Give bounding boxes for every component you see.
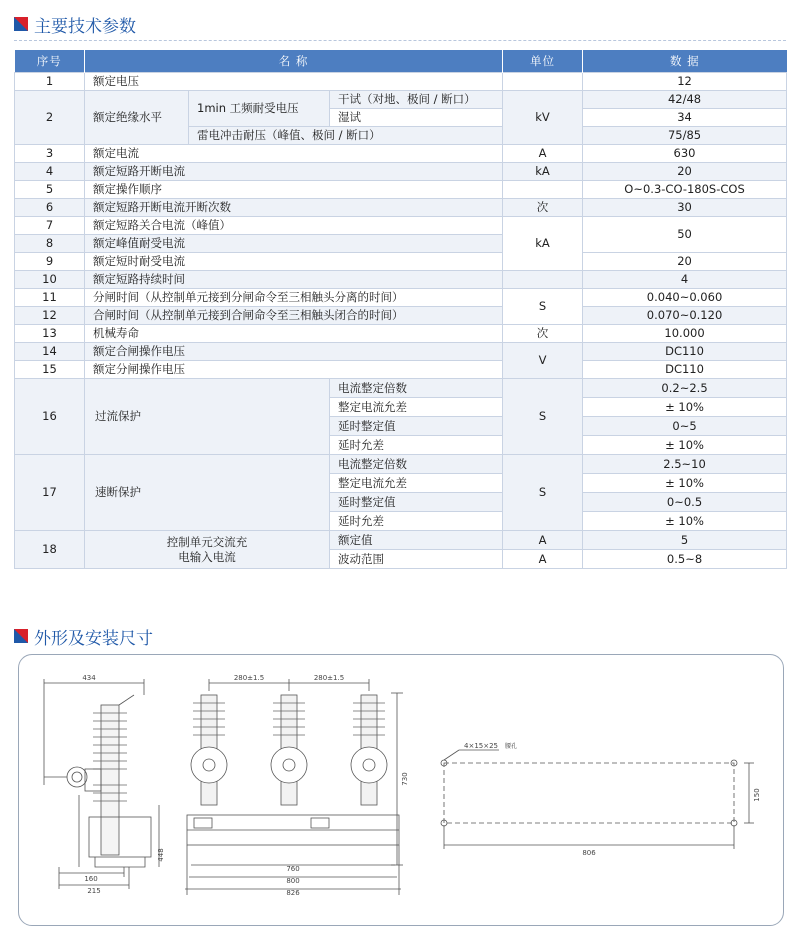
table-row: 17 速断保护 电流整定倍数 S 2.5~10 <box>15 455 787 474</box>
dim-280a: 280±1.5 <box>233 674 265 682</box>
table-row: 11 分闸时间（从控制单元接到分闸命令至三相触头分离的时间） S 0.040~0.060 <box>15 289 787 307</box>
section-title-dimensions <box>14 624 153 648</box>
table-row: 12 合闸时间（从控制单元接到合闸命令至三相触头闭合的时间） 0.070~0.120 <box>15 307 787 325</box>
dim-150: 150 <box>753 788 761 802</box>
table-row: 9 额定短时耐受电流 20 <box>15 253 787 271</box>
dim-826: 826 <box>286 889 300 897</box>
table-row: 16 过流保护 电流整定倍数 S 0.2~2.5 <box>15 379 787 398</box>
dim-806: 806 <box>582 849 596 857</box>
table-row: 整定电流允差 ± 10% <box>15 398 787 417</box>
col-no: 序号 <box>15 50 85 73</box>
spec-table <box>14 50 787 569</box>
table-row: 3 额定电流 A 630 <box>15 145 787 163</box>
section-title-specs <box>14 12 136 36</box>
side-view <box>44 679 159 889</box>
table-row: 7 额定短路关合电流（峰值） kA 50 <box>15 217 787 235</box>
table-row: 15 额定分闸操作电压 DC110 <box>15 361 787 379</box>
col-value: 数 据 <box>583 50 787 73</box>
section-marker-icon <box>14 17 28 31</box>
table-row: 延时整定值 0~0.5 <box>15 493 787 512</box>
section-title-text: 主要技术参数 <box>34 16 136 37</box>
divider <box>14 40 786 41</box>
table-row: 2 额定绝缘水平 1min 工频耐受电压 干试（对地、极间 / 断口） kV 42/48 <box>15 91 787 109</box>
dim-800: 800 <box>286 877 300 885</box>
table-row: 5 额定操作顺序 O~0.3-CO-180S-COS <box>15 181 787 199</box>
table-row: 13 机械寿命 次 10.000 <box>15 325 787 343</box>
col-unit: 单位 <box>503 50 583 73</box>
dim-760: 760 <box>286 865 300 873</box>
table-row: 4 额定短路开断电流 kA 20 <box>15 163 787 181</box>
dim-730: 730 <box>401 772 409 786</box>
table-row: 1 额定电压 12 <box>15 73 787 91</box>
table-row: 延时允差 ± 10% <box>15 512 787 531</box>
dimension-drawing <box>18 654 784 926</box>
table-row: 雷电冲击耐压（峰值、极间 / 断口） 75/85 <box>15 127 787 145</box>
dim-holes-note: 腰孔 <box>505 743 518 750</box>
dim-448: 448 <box>157 848 165 862</box>
dim-160: 160 <box>84 875 98 883</box>
mounting-view <box>441 750 754 849</box>
table-header <box>15 50 787 73</box>
table-row: 18 控制单元交流充 电输入电流 额定值 A 5 <box>15 531 787 550</box>
front-view <box>185 679 403 895</box>
section-marker-icon <box>14 629 28 643</box>
table-row: 6 额定短路开断电流开断次数 次 30 <box>15 199 787 217</box>
table-row: 波动范围 A 0.5~8 <box>15 550 787 569</box>
table-row: 8 额定峰值耐受电流 <box>15 235 787 253</box>
dim-holes: 4×15×25 <box>464 742 498 750</box>
col-name: 名 称 <box>85 50 503 73</box>
dim-215: 215 <box>87 887 101 895</box>
table-row: 10 额定短路持续时间 4 <box>15 271 787 289</box>
table-row: 14 额定合闸操作电压 V DC110 <box>15 343 787 361</box>
table-row: 湿试 34 <box>15 109 787 127</box>
dim-280b: 280±1.5 <box>313 674 345 682</box>
dim-434: 434 <box>82 674 96 682</box>
table-row: 延时允差 ± 10% <box>15 436 787 455</box>
table-row: 整定电流允差 ± 10% <box>15 474 787 493</box>
table-row: 延时整定值 0~5 <box>15 417 787 436</box>
section-title-text: 外形及安装尺寸 <box>34 628 153 649</box>
